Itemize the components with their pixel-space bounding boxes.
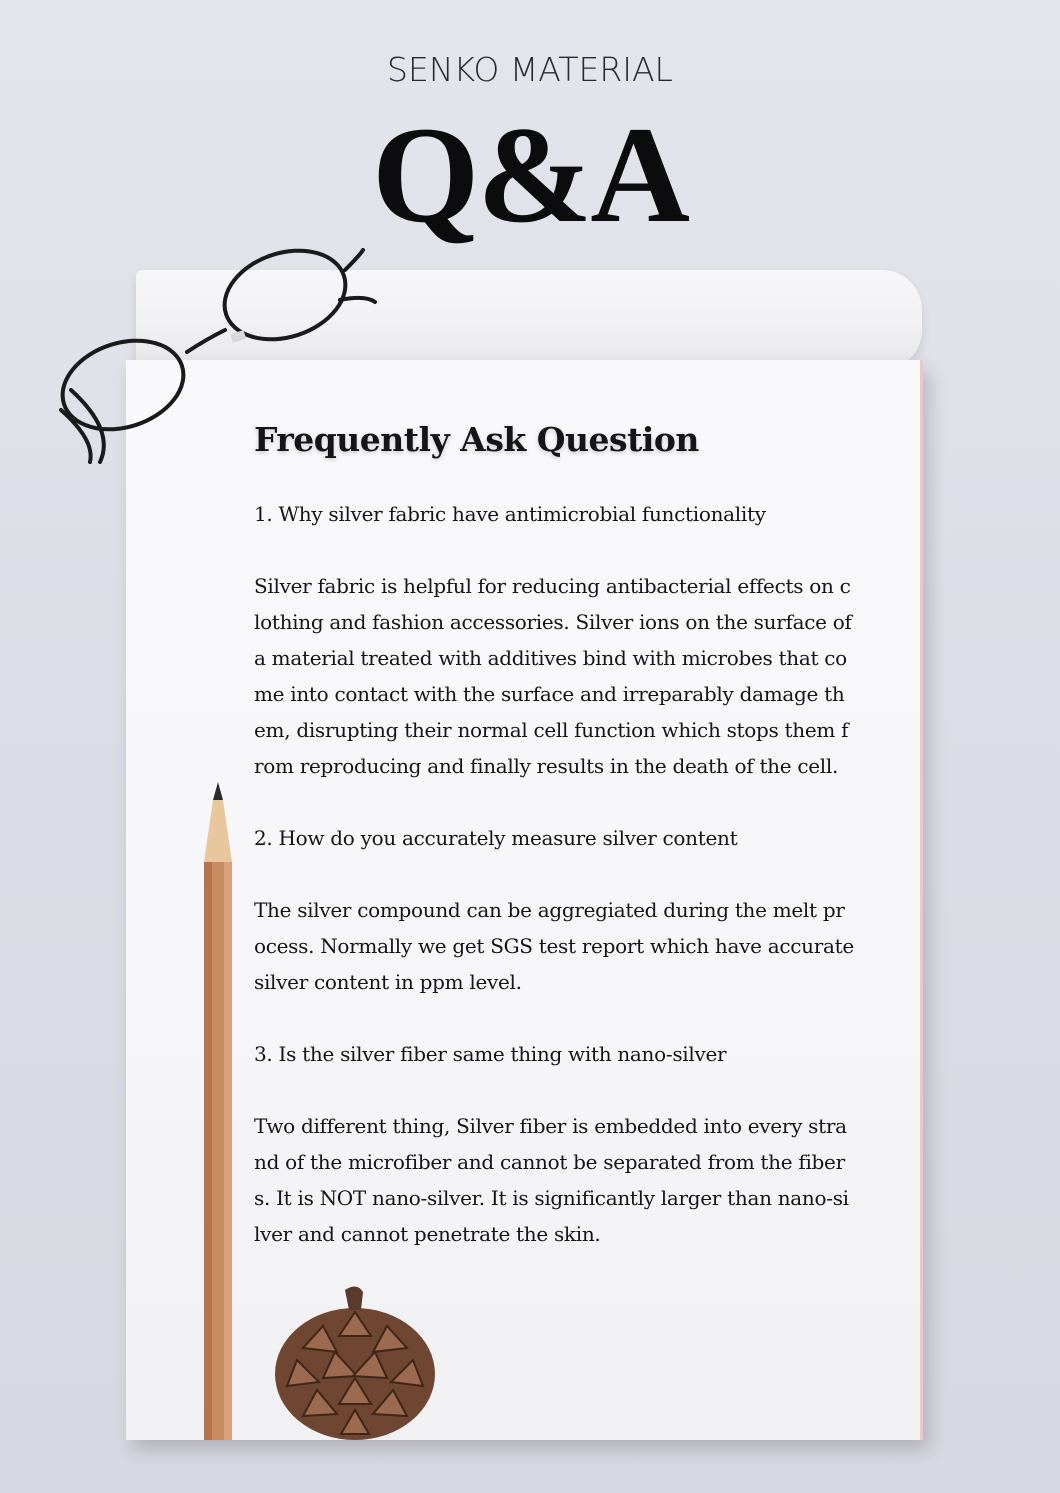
faq-heading: Frequently Ask Question: [254, 420, 699, 459]
faq-answer: Silver fabric is helpful for reducing antibacterial effects on clothing and fashion accessories. Silver ions on the surface of a material treated with additives bind with microbes that come into contact with the surface and irreparably damage them, disrupting their normal cell function which stops them from reproducing and finally results in the death of the cell.: [254, 574, 852, 778]
faq-item-1: [254, 496, 854, 784]
faq-content: [254, 418, 854, 1288]
pinecone-icon: [265, 1282, 445, 1442]
faq-item-2: [254, 820, 854, 1000]
faq-question: 2. How do you accurately measure silver content: [254, 826, 738, 850]
faq-answer: Two different thing, Silver fiber is embedded into every strand of the microfiber and cannot be separated from the fibers. It is NOT nano-silver. It is significantly larger than nano-silver and cannot penetrate the skin.: [254, 1114, 849, 1246]
page-title: Q&A: [372, 98, 688, 251]
faq-question: 1. Why silver fabric have antimicrobial functionality: [254, 502, 766, 526]
brand-name: SENKO MATERIAL: [387, 50, 673, 89]
pencil-icon: [190, 782, 235, 1442]
faq-item-3: [254, 1036, 854, 1252]
faq-question: 3. Is the silver fiber same thing with nano-silver: [254, 1042, 727, 1066]
faq-answer: The silver compound can be aggregiated during the melt process. Normally we get SGS test report which have accurate silver content in ppm level.: [254, 898, 854, 994]
